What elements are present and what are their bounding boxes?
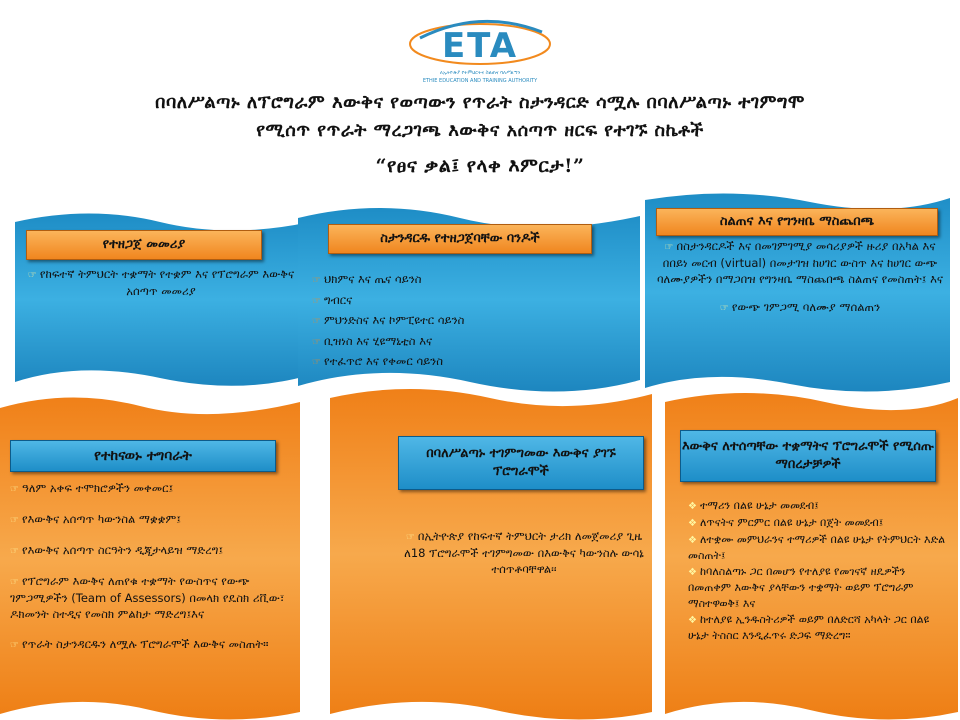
box4-item xyxy=(10,542,294,559)
box1-item xyxy=(26,266,296,299)
box6-item xyxy=(688,515,950,531)
box3-item xyxy=(652,299,948,316)
bullet-icon: ❖ xyxy=(688,535,697,546)
box4-item xyxy=(10,480,294,497)
pointing-hand-icon: ☞ xyxy=(312,275,321,286)
bullet-icon: ❖ xyxy=(688,501,697,512)
title-line-2: የሚሰጥ የጥራት ማረጋገጫ እውቅና አሰጣጥ ዘርፍ የተገኙ ስኬቶች xyxy=(256,120,704,141)
box1-item-text: የከፍተኛ ትምህርት ተቋማት የተቋም እና የፕሮግራም እውቅና አሰጣጥ መመሪያ xyxy=(39,267,295,298)
pointing-hand-icon: ☞ xyxy=(719,303,729,315)
box4-title: የተከናወኑ ተግባራት xyxy=(10,440,276,472)
box4-item xyxy=(10,511,294,528)
pointing-hand-icon: ☞ xyxy=(312,295,321,307)
logo-letters: ETA xyxy=(441,26,519,66)
bullet-icon: ❖ xyxy=(688,567,697,579)
box6-title: እውቅና ለተሰጣቸው ተቋማትና ፕሮግራሞች የሚሰጡ ማበረታቻዎች xyxy=(680,430,936,482)
pointing-hand-icon: ☞ xyxy=(10,577,19,588)
box4-item xyxy=(10,573,294,622)
box2-item-text: የተፈጥሮ እና የቀመር ሳይንስ xyxy=(323,354,443,368)
pointing-hand-icon: ☞ xyxy=(312,357,321,368)
pointing-hand-icon: ☞ xyxy=(312,316,321,327)
pointing-hand-icon: ☞ xyxy=(10,515,19,526)
box4-item-text: የእውቅና አሰጣጥ ስርዓትን ዲጂታላይዝ ማድረግ፤ xyxy=(21,543,224,557)
box6-item-text: ለተቋሙ መምህራንና ተማሪዎች በልዩ ሁኔታ የትምህርት እድል መስጠት፤ xyxy=(688,533,946,562)
pointing-hand-icon: ☞ xyxy=(664,242,674,253)
bullet-icon: ❖ xyxy=(688,518,697,529)
box6-item xyxy=(688,612,950,643)
pointing-hand-icon: ☞ xyxy=(27,270,37,281)
box4-item xyxy=(10,636,294,653)
pointing-hand-icon: ☞ xyxy=(10,640,19,652)
box4-item-text: የፕሮግራም እውቅና ለጠየቁ ተቋማት የውስጥና የውጭ ገምጋሚዎችን (Team of Assessors) በመላክ የዴስክ ሪቪው፣ ዶክመንት ስተዲና የመስክ ምልከታ ማድረግ፤እና xyxy=(10,574,285,622)
box3-item xyxy=(652,238,948,287)
box5-title: በባለሥልጣኑ ተገምግመው እውቅና ያገኙ ፕሮግራሞች xyxy=(398,436,644,490)
logo-subtitle-en: ETHIE EDUCATION AND TRAINING AUTHORITY xyxy=(422,78,538,84)
box6-item xyxy=(688,564,950,611)
pointing-hand-icon: ☞ xyxy=(312,336,321,348)
box3-title: ስልጠና እና የግንዛቤ ማስጨበጫ xyxy=(656,208,938,236)
bullet-icon: ❖ xyxy=(688,615,697,627)
box6-item-text: ለጥናትና ምርምር በልዩ ሁኔታ በጀት መመደብ፤ xyxy=(699,516,884,529)
pointing-hand-icon: ☞ xyxy=(10,546,19,557)
box3-item-text: የውጭ ገምጋሚ ባለሙያ ማሰልጠን xyxy=(731,300,881,315)
box4-item-text: ዓለም አቀፍ ተሞክሮዎችን መቀመር፤ xyxy=(21,481,174,495)
pointing-hand-icon: ☞ xyxy=(10,484,19,495)
box5-list xyxy=(404,528,644,578)
box6-item xyxy=(688,498,950,514)
box5-item xyxy=(404,528,644,577)
box4-list xyxy=(10,480,294,654)
box6-item-text: ከባለስልጣኑ ጋር በመሆን የተለያዩ የመገናኛ ዘዴዎችን በመጠቀም እውቅና ያላቸውን ተቋማት ወይም ፕሮግራም ማስተዋወቅ፤ እና xyxy=(688,565,914,610)
box6-item xyxy=(688,532,950,563)
box2-item-text: ግብርና xyxy=(323,292,353,307)
eta-logo-mark xyxy=(400,10,560,70)
box2-item-text: ህክምና እና ጤና ሳይንስ xyxy=(323,272,422,286)
motto: “የፀና ቃል፤ የላቀ እምርታ!” xyxy=(375,155,585,177)
box2-item xyxy=(312,291,632,311)
box2-item xyxy=(312,311,632,331)
box6-item-text: ተማሪን በልዩ ሁኔታ መመደብ፤ xyxy=(699,499,819,512)
box6-list xyxy=(688,498,950,645)
box4-item-text: የእውቅና አሰጣጥ ካውንስል ማቋቋም፤ xyxy=(21,512,181,526)
box3-list xyxy=(652,238,948,317)
box3-item-text: በስታንዳርዶች እና በመገምገሚያ መሳሪያዎች ዙሪያ በአካል እና በበይነ መርብ (virtual) በመታገዝ ከሀገር ውስጥ እና ከሀገር ውጭ ባለሙያዎችን በማጋበዝ የግንዛቤ ማስጨበጫ ስልጠና የመስጠት፤ እና xyxy=(656,239,944,287)
eta-logo xyxy=(400,10,560,90)
title-line-1: በባለሥልጣኑ ለፕሮግራም እውቅና የወጣውን የጥራት ስታንዳርድ ሳሟሉ በባለሥልጣኑ ተገምግሞ xyxy=(155,92,805,113)
box6-item-text: ከተለያዩ ኢንዱስትሪዎች ወይም በለድርሻ አካላት ጋር በልዩ ሁኔታ ትስስር እንዲፈጥሩ ድጋፍ ማድረግ። xyxy=(688,613,930,643)
box1-title: የተዘጋጀ መመሪያ xyxy=(26,230,262,260)
box2-title: ስታንዳርዱ የተዘጋጀባቸው ባንዶች xyxy=(328,224,592,254)
box5-item-text: በኢትዮጵያ የከፍተኛ ትምህርት ታሪክ ለመጀመሪያ ጊዜ ለ18 ፕሮግራሞች ተገምግመው በእውቅና ካውንስሉ ውሳኔ ተሰጥቶባቸዋል፡፡ xyxy=(404,529,644,577)
box2-item-text: ቢዝነስ እና ሂዩማኒቲስ እና xyxy=(323,333,433,348)
box2-list xyxy=(312,270,632,373)
box2-item xyxy=(312,352,632,372)
box4-item-text: የጥራት ስታንዳርዱን ለሟሉ ፕሮግራሞች እውቅና መስጠት። xyxy=(21,637,269,652)
box2-item xyxy=(312,332,632,352)
pointing-hand-icon: ☞ xyxy=(405,532,415,543)
box1-list xyxy=(26,266,296,300)
box2-item-text: ምህንድስና እና ኮምፒዩተር ሳይንስ xyxy=(323,313,465,327)
logo-subtitle-am: ለኢትዮጵያ የትምህርትና ስልጠና ባለሥልጣን xyxy=(439,70,521,76)
box2-item xyxy=(312,270,632,290)
